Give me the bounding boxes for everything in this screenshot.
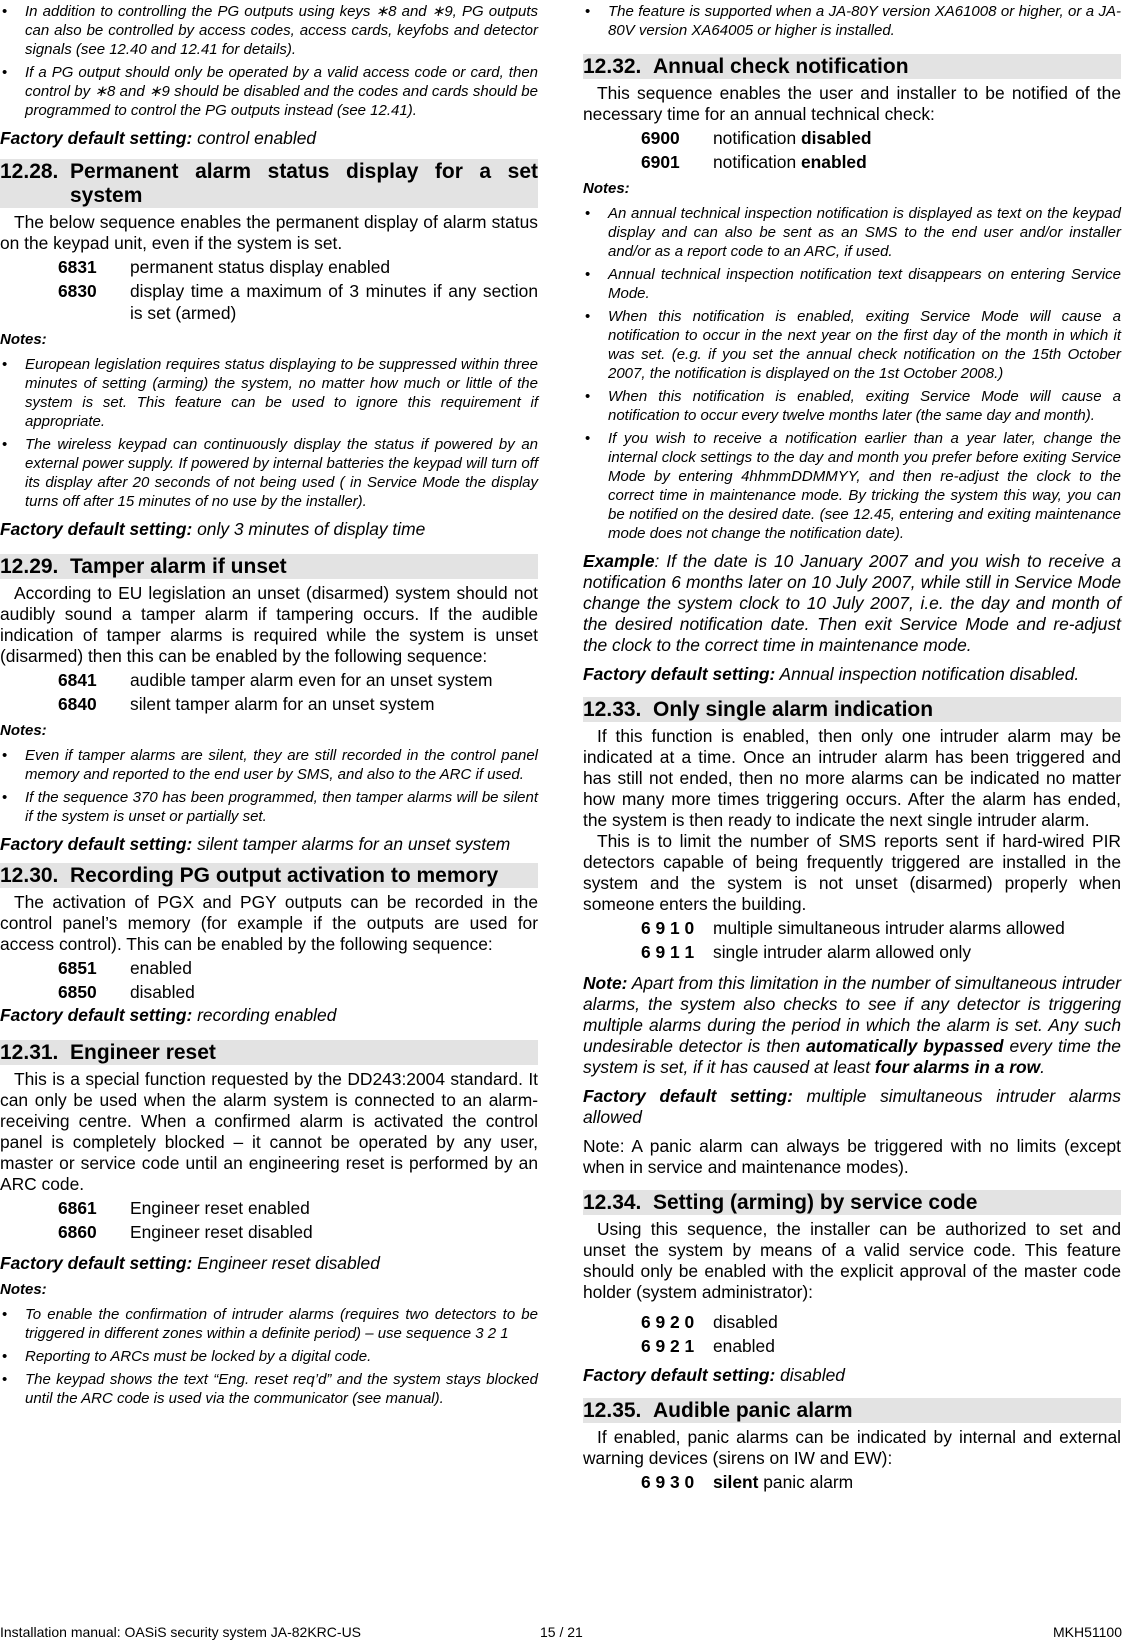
notes-label: Notes: (0, 722, 47, 739)
factory-default: Factory default setting: silent tamper alarms for an unset system (0, 834, 511, 854)
section-heading-12-28: 12.28. Permanent alarm status display for a set system (0, 160, 538, 207)
paragraph: If enabled, panic alarms can be indicated by internal and external warning devices (sirens on IW and EW): (583, 1427, 1121, 1468)
list-item: • The wireless keypad can continuously display the status if powered by an external power supply. If powered by internal batteries the keypad will turn off its display after 20 seconds of not being used ( in Service Mode the display turns off after 15 minutes of no use by the installer). (0, 435, 538, 511)
notes-label: Notes: (0, 331, 47, 348)
list-item: • The feature is supported when a JA-80Y version XA61008 or higher, or a JA-80V version XA64005 or higher is installed. (583, 2, 1121, 40)
paragraph: According to EU legislation an unset (disarmed) system should not audibly sound a tamper alarm if tampering occurs. If the audible indication of tamper alarms is required while the system is unset (disarmed) then this can be enabled by the following sequence: (0, 583, 538, 666)
list-item: • If you wish to receive a notification earlier than a year later, change the internal clock settings to the day and month you prefer before exiting Service Mode by entering 4hhmmDDMMYY, and then re-adjust the clock to the correct time in maintenance mode. By tricking the system this way, you can be notified on the desired date. (see 12.45, entering and exiting maintenance mode does not change the notification date). (583, 429, 1121, 543)
page-number: 15 / 21 (540, 1624, 583, 1640)
sequence-row: 6 9 1 0 multiple simultaneous intruder alarms allowed (641, 918, 1065, 938)
list-item: • European legislation requires status displaying to be suppressed within three minutes of setting (arming) the system, no matter how much or little of the system is set. This feature can be used to ignore this requirement if appropriate. (0, 355, 538, 431)
notes-list (0, 746, 538, 826)
sequence-row: 6900 notification disabled (641, 128, 872, 148)
list-item: • When this notification is enabled, exiting Service Mode will cause a notification to occur every twelve months later (the same day and month). (583, 387, 1121, 425)
notes-label: Notes: (0, 1281, 47, 1298)
list-item: • To enable the confirmation of intruder alarms (requires two detectors to be triggered in different zones within a definite period) – use sequence 3 2 1 (0, 1305, 538, 1343)
intro-bullet-list (583, 2, 1121, 40)
intro-bullet-list (0, 2, 538, 120)
left-column (0, 0, 538, 1412)
sequence-row: 6841 audible tamper alarm even for an unset system (58, 670, 493, 690)
footer-document-title: Installation manual: OASiS security system JA-82KRC-US (0, 1624, 362, 1640)
factory-default: Factory default setting: disabled (583, 1365, 845, 1385)
list-item: • When this notification is enabled, exiting Service Mode will cause a notification to occur in the next year on the first day of the month in which it was set. (e.g. if you set the annual check notification on the 15th October 2007, the notification is displayed on the 1st October 2008.) (583, 307, 1121, 383)
sequence-row: 6 9 2 1 enabled (641, 1336, 775, 1356)
section-heading-12-33: 12.33. Only single alarm indication (583, 697, 1121, 722)
factory-default: Factory default setting: Engineer reset disabled (0, 1253, 380, 1273)
sequence-row: 6831 permanent status display enabled (58, 257, 391, 277)
list-item: • An annual technical inspection notification is displayed as text on the keypad display and can also be sent as an SMS to the end user and/or installer and/or as a report code to an ARC, if used. (583, 204, 1121, 261)
list-item: • If the sequence 370 has been programmed, then tamper alarms will be silent if the system is unset or partially set. (0, 788, 538, 826)
section-heading-12-32: 12.32. Annual check notification (583, 54, 1121, 79)
list-item: • Reporting to ARCs must be locked by a digital code. (0, 1347, 538, 1366)
list-item: • The keypad shows the text “Eng. reset req’d” and the system stays blocked until the ARC code is used via the communicator (see manual). (0, 1370, 538, 1408)
paragraph: Note: A panic alarm can always be triggered with no limits (except when in service and maintenance modes). (583, 1136, 1121, 1177)
paragraph: The below sequence enables the permanent display of alarm status on the keypad unit, even if the system is set. (0, 212, 538, 253)
list-item: • Annual technical inspection notification text disappears on entering Service Mode. (583, 265, 1121, 303)
list-item: • Even if tamper alarms are silent, they are still recorded in the control panel memory and reported to the end user by SMS, and also to the ARC if used. (0, 746, 538, 784)
section-heading-12-29: 12.29. Tamper alarm if unset (0, 554, 538, 579)
factory-default: Factory default setting: control enabled (0, 128, 317, 148)
factory-default: Factory default setting: multiple simultaneous intruder alarms allowed (583, 1086, 1121, 1127)
list-item: • If a PG output should only be operated by a valid access code or card, then control by ∗8 and ∗9 should be disabled and the codes and cards should be programmed to control the PG outputs instead (see 12.41). (0, 63, 538, 120)
right-column (583, 0, 1121, 1495)
sequence-row: 6901 notification enabled (641, 152, 867, 172)
sequence-row: 6851 enabled (58, 958, 192, 978)
sequence-row: 6 9 2 0 disabled (641, 1312, 778, 1332)
notes-list (583, 204, 1121, 543)
note-paragraph: Note: Apart from this limitation in the number of simultaneous intruder alarms, the system also checks to see if any detector is triggering multiple alarms during the period in which the alarm is set. Any such undesirable detector is then automatically bypassed every time the system is set, if it has caused at least four alarms in a row. (583, 973, 1121, 1077)
section-heading-12-34: 12.34. Setting (arming) by service code (583, 1190, 1121, 1215)
section-heading-12-35: 12.35. Audible panic alarm (583, 1398, 1121, 1423)
notes-list (0, 1305, 538, 1408)
sequence-row: 6 9 3 0 silent panic alarm (641, 1472, 854, 1492)
paragraph: Using this sequence, the installer can be authorized to set and unset the system by means of a valid service code. This feature should only be enabled with the explicit approval of the master code holder (system administrator): (583, 1219, 1121, 1302)
sequence-row: 6850 disabled (58, 982, 195, 1002)
notes-list (0, 355, 538, 511)
paragraph: This sequence enables the user and installer to be notified of the necessary time for an annual technical check: (583, 83, 1121, 124)
example-paragraph: Example: If the date is 10 January 2007 and you wish to receive a notification 6 months later on 10 July 2007, while still in Service Mode change the system clock to 10 July 2007, i.e. the day and month of the desired notification date. Then exit Service Mode and re-adjust the clock to the correct time in maintenance mode. (583, 551, 1121, 655)
footer-doc-code: MKH51100 (1052, 1624, 1122, 1640)
paragraph: This is a special function requested by the DD243:2004 standard. It can only be used when the alarm system is connected to an alarm-receiving centre. When a confirmed alarm is activated the control panel is completely blocked – it cannot be operated by any user, master or service code until an engineering reset is performed by an ARC code. (0, 1069, 538, 1194)
factory-default: Factory default setting: recording enabled (0, 1005, 337, 1025)
section-heading-12-31: 12.31. Engineer reset (0, 1040, 538, 1065)
sequence-row: 6840 silent tamper alarm for an unset system (58, 694, 435, 714)
sequence-row: 6861 Engineer reset enabled (58, 1198, 310, 1218)
factory-default: Factory default setting: Annual inspection notification disabled. (583, 664, 1080, 684)
paragraph: The activation of PGX and PGY outputs can be recorded in the control panel’s memory (for example if the outputs are used for access control). This can be enabled by the following sequence: (0, 892, 538, 954)
sequence-row: 6830 display time a maximum of 3 minutes if any section is set (armed) (58, 281, 538, 323)
factory-default: Factory default setting: only 3 minutes of display time (0, 519, 426, 539)
paragraph: If this function is enabled, then only one intruder alarm may be indicated at a time. Once an intruder alarm has been triggered and has still not ended, then no more alarms can be indicated no matter how many more times triggering occurs. After the alarm has ended, the system is then ready to indicate the next single intruder alarm. (583, 726, 1121, 830)
section-heading-12-30: 12.30. Recording PG output activation to memory (0, 863, 538, 888)
sequence-row: 6860 Engineer reset disabled (58, 1222, 313, 1242)
sequence-row: 6 9 1 1 single intruder alarm allowed only (641, 942, 972, 962)
notes-label: Notes: (583, 180, 630, 197)
list-item: • In addition to controlling the PG outputs using keys ∗8 and ∗9, PG outputs can also be controlled by access codes, access cards, keyfobs and detector signals (see 12.40 and 12.41 for details). (0, 2, 538, 59)
paragraph: This is to limit the number of SMS reports sent if hard-wired PIR detectors capable of being frequently triggered are installed in the system and the system is not unset (disarmed) properly when someone enters the building. (583, 831, 1121, 914)
